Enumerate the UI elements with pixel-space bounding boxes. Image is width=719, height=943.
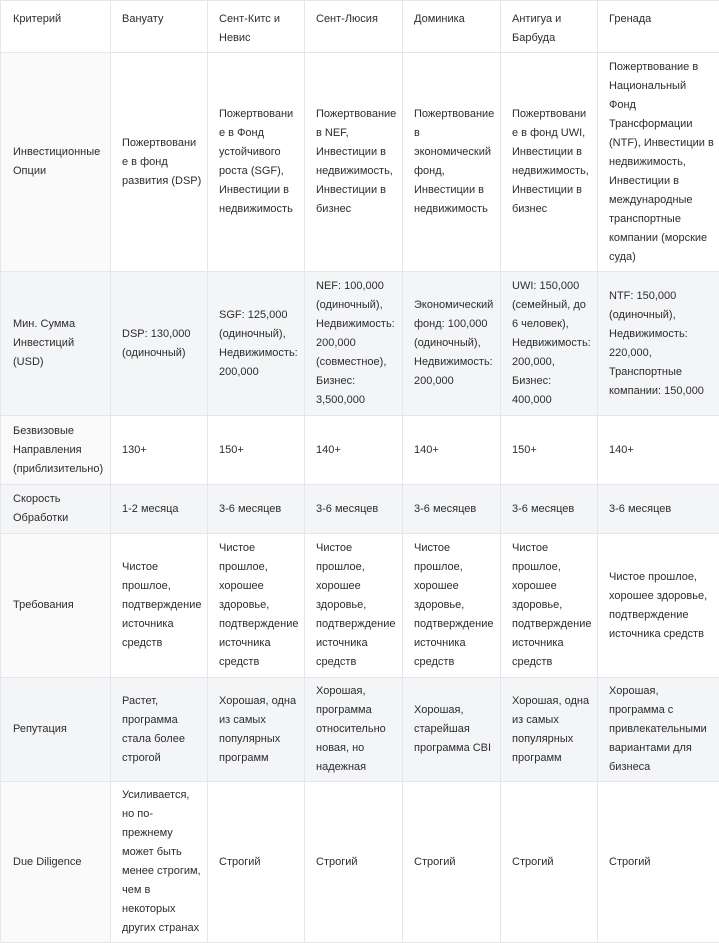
table-cell: 150+ bbox=[208, 416, 305, 485]
table-cell: Пожертвование в Фонд устойчивого роста (SGF), Инвестиции в недвижимость bbox=[208, 53, 305, 272]
header-cell-st-kitts: Сент-Китс и Невис bbox=[208, 1, 305, 53]
table-cell: Хорошая, одна из самых популярных программ bbox=[208, 678, 305, 782]
table-row bbox=[1, 272, 719, 416]
table-cell: Пожертвование в экономический фонд, Инвестиции в недвижимость bbox=[403, 53, 501, 272]
table-cell: DSP: 130,000 (одиночный) bbox=[111, 272, 208, 416]
table-row bbox=[1, 53, 719, 272]
header-cell-criterion: Критерий bbox=[1, 1, 111, 53]
table-cell: Хорошая, старейшая программа CBI bbox=[403, 678, 501, 782]
table-header-row bbox=[1, 1, 719, 53]
table-cell: 140+ bbox=[598, 416, 719, 485]
table-cell: Усиливается, но по-прежнему может быть менее строгим, чем в некоторых других странах bbox=[111, 782, 208, 943]
table-cell: UWI: 150,000 (семейный, до 6 человек), Недвижимость: 200,000, Бизнес: 400,000 bbox=[501, 272, 598, 416]
table-row bbox=[1, 534, 719, 678]
table-cell: Строгий bbox=[598, 782, 719, 943]
table-cell: 140+ bbox=[403, 416, 501, 485]
table-cell: Хорошая, одна из самых популярных программ bbox=[501, 678, 598, 782]
table-cell: Растет, программа стала более строгой bbox=[111, 678, 208, 782]
table-cell: Чистое прошлое, хорошее здоровье, подтверждение источника средств bbox=[598, 534, 719, 678]
table-cell: NTF: 150,000 (одиночный), Недвижимость: 220,000, Транспортные компании: 150,000 bbox=[598, 272, 719, 416]
table-cell: 3-6 месяцев bbox=[501, 485, 598, 534]
table-cell: Строгий bbox=[305, 782, 403, 943]
table-cell: 3-6 месяцев bbox=[305, 485, 403, 534]
table-cell: Строгий bbox=[208, 782, 305, 943]
table-cell: 130+ bbox=[111, 416, 208, 485]
row-label: Due Diligence bbox=[1, 782, 111, 943]
table-cell: Пожертвование в Национальный Фонд Трансформации (NTF), Инвестиции в недвижимость, Инвестиции в международные транспортные компании (морские суда) bbox=[598, 53, 719, 272]
row-label: Безвизовые Направления (приблизительно) bbox=[1, 416, 111, 485]
table-row bbox=[1, 416, 719, 485]
table-row bbox=[1, 678, 719, 782]
table-cell: 3-6 месяцев bbox=[208, 485, 305, 534]
table-cell: Чистое прошлое, подтверждение источника средств bbox=[111, 534, 208, 678]
row-label: Требования bbox=[1, 534, 111, 678]
table-cell: NEF: 100,000 (одиночный), Недвижимость: 200,000 (совместное), Бизнес: 3,500,000 bbox=[305, 272, 403, 416]
header-cell-vanuatu: Вануату bbox=[111, 1, 208, 53]
table-cell: Пожертвование в фонд UWI, Инвестиции в недвижимость, Инвестиции в бизнес bbox=[501, 53, 598, 272]
table-cell: Чистое прошлое, хорошее здоровье, подтверждение источника средств bbox=[501, 534, 598, 678]
table-cell: SGF: 125,000 (одиночный), Недвижимость: 200,000 bbox=[208, 272, 305, 416]
table-cell: Хорошая, программа с привлекательными вариантами для бизнеса bbox=[598, 678, 719, 782]
table-cell: Экономический фонд: 100,000 (одиночный), Недвижимость: 200,000 bbox=[403, 272, 501, 416]
row-label: Репутация bbox=[1, 678, 111, 782]
table-row bbox=[1, 782, 719, 943]
table-row bbox=[1, 485, 719, 534]
table-cell: 3-6 месяцев bbox=[403, 485, 501, 534]
row-label: Инвестиционные Опции bbox=[1, 53, 111, 272]
table-cell: 140+ bbox=[305, 416, 403, 485]
table-cell: 1-2 месяца bbox=[111, 485, 208, 534]
table-cell: 3-6 месяцев bbox=[598, 485, 719, 534]
table-cell: 150+ bbox=[501, 416, 598, 485]
header-cell-antigua: Антигуа и Барбуда bbox=[501, 1, 598, 53]
table-cell: Пожертвование в фонд развития (DSP) bbox=[111, 53, 208, 272]
table-cell: Пожертвование в NEF, Инвестиции в недвижимость, Инвестиции в бизнес bbox=[305, 53, 403, 272]
table-cell: Чистое прошлое, хорошее здоровье, подтверждение источника средств bbox=[403, 534, 501, 678]
table-cell: Чистое прошлое, хорошее здоровье, подтверждение источника средств bbox=[305, 534, 403, 678]
row-label: Мин. Сумма Инвестиций (USD) bbox=[1, 272, 111, 416]
header-cell-grenada: Гренада bbox=[598, 1, 719, 53]
row-label: Скорость Обработки bbox=[1, 485, 111, 534]
header-cell-st-lucia: Сент-Люсия bbox=[305, 1, 403, 53]
table-cell: Хорошая, программа относительно новая, но надежная bbox=[305, 678, 403, 782]
table-cell: Строгий bbox=[403, 782, 501, 943]
header-cell-dominica: Доминика bbox=[403, 1, 501, 53]
table-cell: Чистое прошлое, хорошее здоровье, подтверждение источника средств bbox=[208, 534, 305, 678]
table-cell: Строгий bbox=[501, 782, 598, 943]
